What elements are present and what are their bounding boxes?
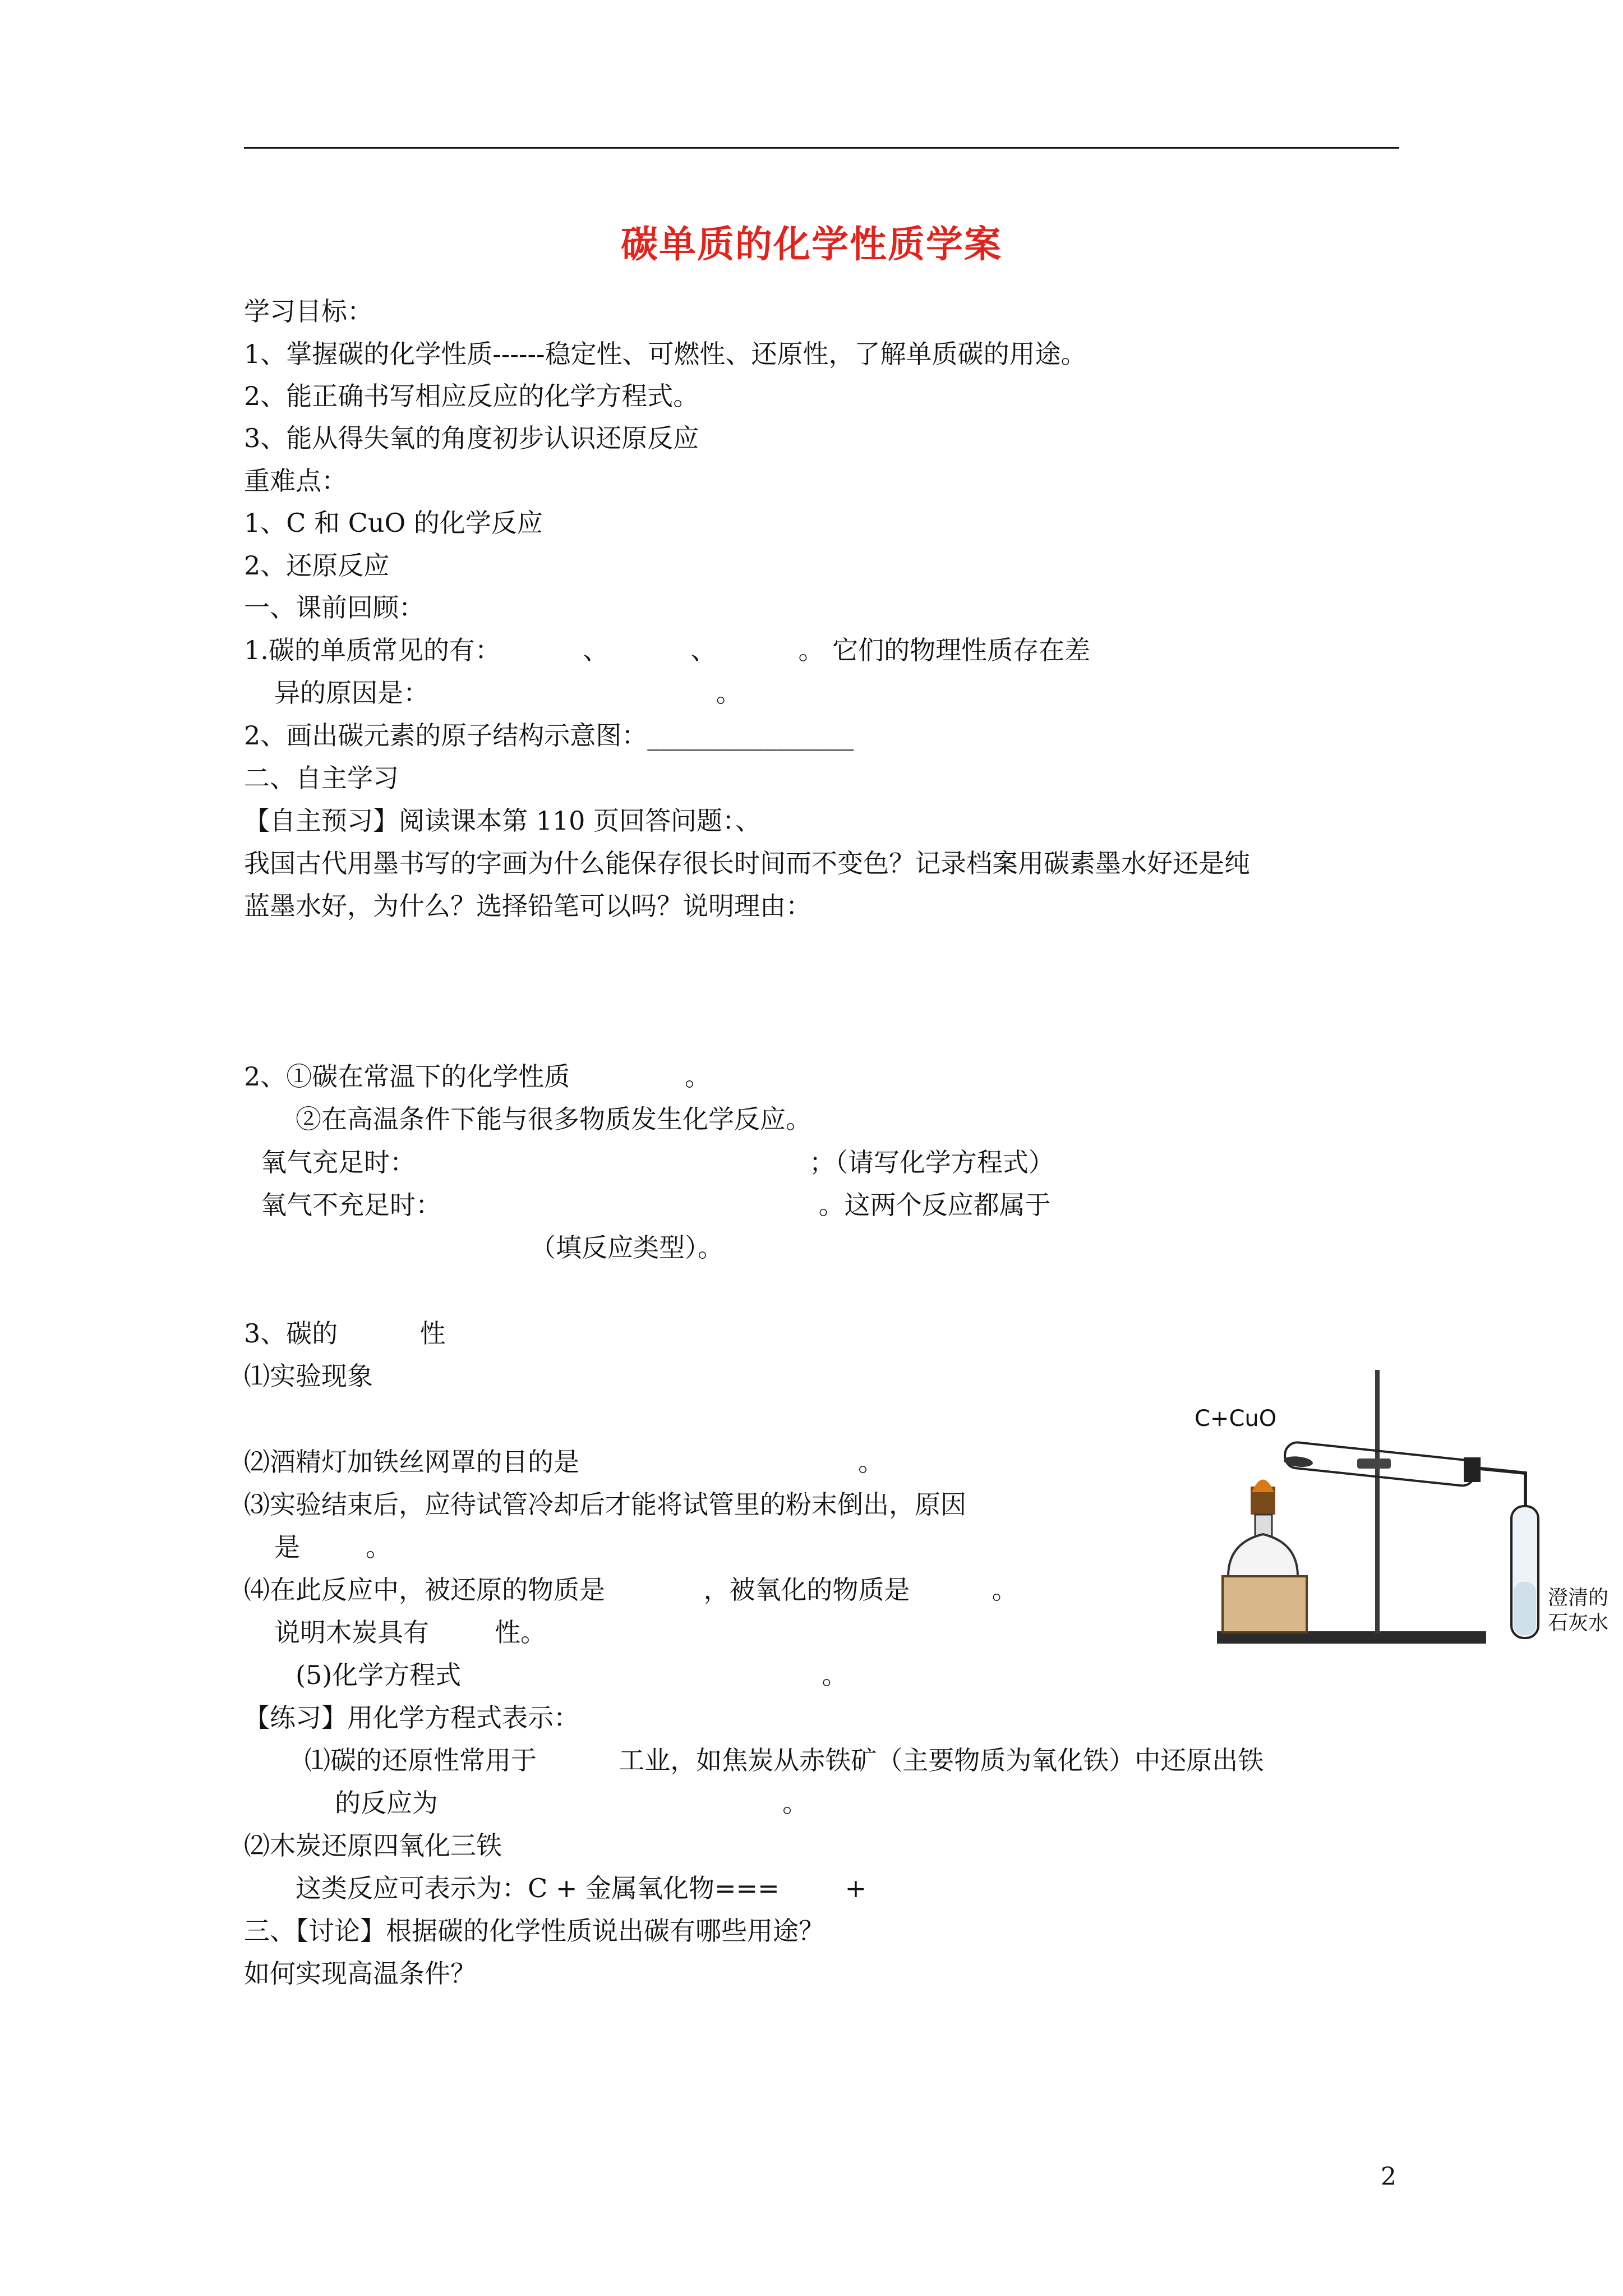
text-line-l17: ②在高温条件下能与很多物质发生化学反应。 — [296, 1104, 811, 1134]
text-line-l03: 2、能正确书写相应反应的化学方程式。 — [244, 381, 699, 411]
text-line-l01: 学习目标： — [244, 296, 373, 326]
text-line-l30: ⑴碳的还原性常用于 工业，如焦炭从赤铁矿（主要物质为氧化铁）中还原出铁 — [305, 1745, 1264, 1775]
text-line-l16: 2、①碳在常温下的化学性质 。 — [244, 1061, 711, 1092]
wood-block — [1223, 1576, 1307, 1632]
label-reactants: C+CuO — [1195, 1406, 1277, 1432]
stopper — [1464, 1457, 1481, 1482]
alcohol-lamp — [1228, 1480, 1298, 1577]
text-line-l12: 二、自主学习 — [244, 763, 399, 793]
text-line-l11: 2、画出碳元素的原子结构示意图：________________ — [244, 720, 854, 751]
label-limewater-1: 澄清的 — [1548, 1586, 1609, 1609]
page-number: 2 — [1381, 2162, 1396, 2191]
text-line-l31: 的反应为 。 — [335, 1788, 809, 1818]
text-line-l35: 如何实现高温条件？ — [244, 1958, 476, 1989]
text-line-l32: ⑵木炭还原四氧化三铁 — [244, 1830, 502, 1861]
text-line-l02: 1、掌握碳的化学性质------稳定性、可燃性、还原性，了解单质碳的用途。 — [244, 339, 1087, 369]
experiment-apparatus-figure — [1183, 1363, 1615, 1660]
text-line-l19: 氧气不充足时： 。这两个反应都属于 — [261, 1190, 1051, 1220]
text-line-l24: ⑶实验结束后，应待试管冷却后才能将试管里的粉末倒出，原因 — [244, 1489, 966, 1520]
text-line-l27: 说明木炭具有 性。 — [274, 1617, 546, 1648]
text-line-l23: ⑵酒精灯加铁丝网罩的目的是 。 — [244, 1447, 884, 1477]
label-limewater-2: 石灰水 — [1548, 1612, 1609, 1635]
stand-rod — [1375, 1370, 1380, 1634]
text-line-l04: 3、能从得失氧的角度初步认识还原反应 — [244, 423, 699, 453]
text-line-l07: 2、还原反应 — [244, 550, 390, 581]
header-rule — [244, 147, 1399, 149]
text-line-l15: 蓝墨水好，为什么？选择铅笔可以吗？说明理由： — [244, 891, 811, 921]
page-title: 碳单质的化学性质学案 — [621, 223, 1002, 266]
text-line-l33: 这类反应可表示为：C + 金属氧化物=== + — [296, 1873, 867, 1903]
clamp — [1357, 1458, 1391, 1469]
text-line-l14: 我国古代用墨书写的字画为什么能保存很长时间而不变色？记录档案用碳素墨水好还是纯 — [244, 848, 1250, 878]
text-line-l13: 【自主预习】阅读课本第 110 页回答问题：、 — [244, 806, 762, 836]
text-line-l25: 是 。 — [274, 1532, 391, 1562]
text-line-l29: 【练习】用化学方程式表示： — [244, 1703, 579, 1733]
text-line-l20: （填反应类型）。 — [530, 1232, 723, 1263]
text-line-l28: (5)化学方程式 。 — [296, 1660, 848, 1690]
text-line-l05: 重难点： — [244, 466, 347, 496]
text-line-l10: 异的原因是： 。 — [274, 678, 742, 708]
text-line-l34: 三、【讨论】根据碳的化学性质说出碳有哪些用途？ — [244, 1916, 824, 1946]
text-line-l21: 3、碳的 性 — [244, 1318, 446, 1349]
text-line-l26: ⑷在此反应中，被还原的物质是 ，被氧化的物质是 。 — [244, 1575, 1018, 1605]
text-line-l22: ⑴实验现象 — [244, 1361, 373, 1391]
text-line-l18: 氧气充足时： ；（请写化学方程式） — [261, 1147, 1054, 1177]
text-line-l09: 1.碳的单质常见的有： 、 、 。 它们的物理性质存在差 — [244, 635, 1091, 665]
text-line-l06: 1、C 和 CuO 的化学反应 — [244, 508, 543, 538]
text-line-l08: 一、课前回顾： — [244, 592, 425, 623]
